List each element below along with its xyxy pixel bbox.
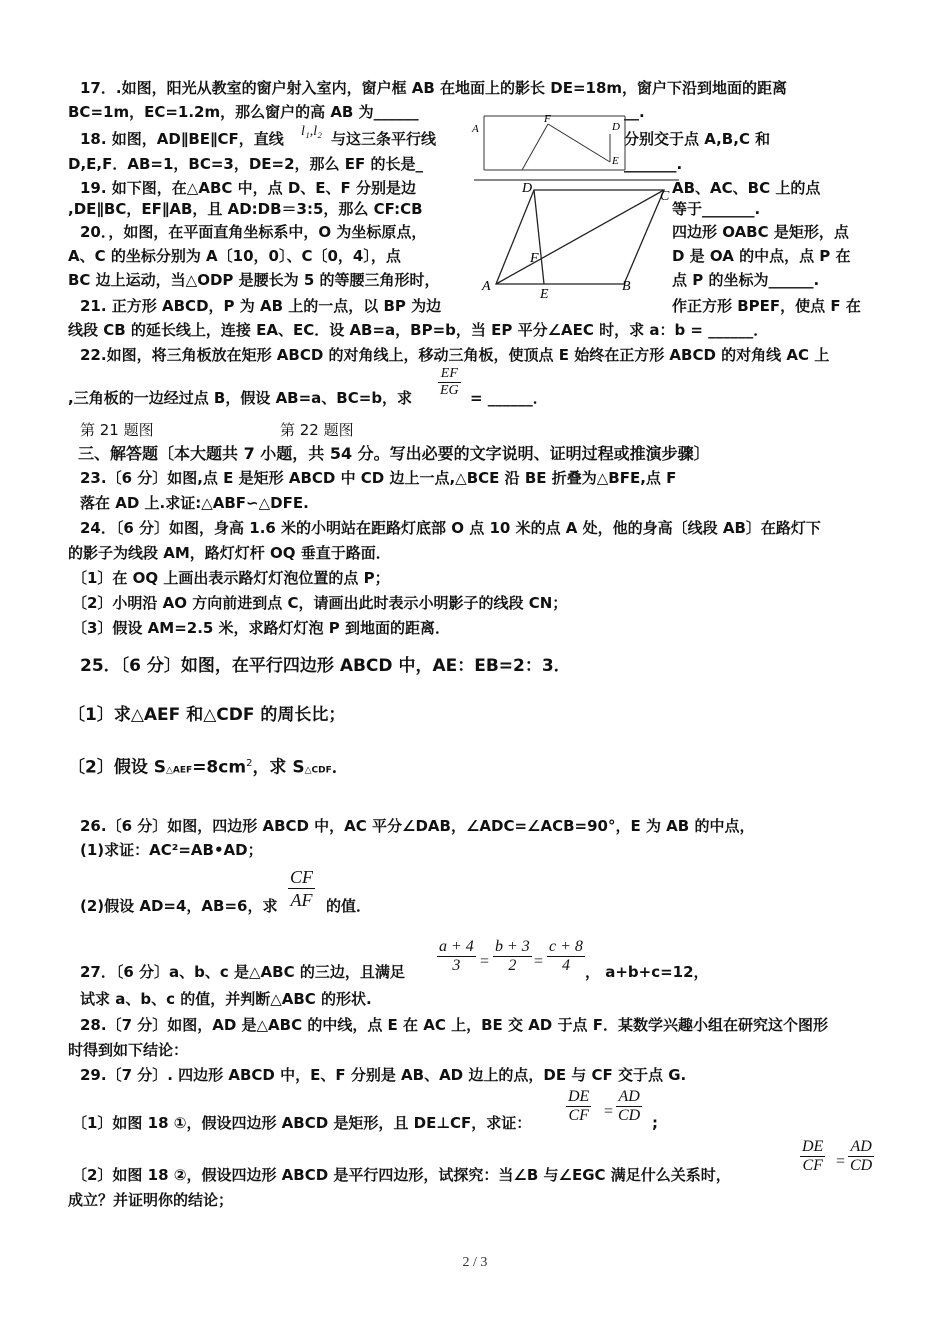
fraction-ad-cd [616, 1088, 642, 1125]
parallelogram-figure [474, 174, 684, 300]
q18-line1-end: 分别交于点 A,B,C 和 [624, 130, 771, 148]
fraction-cf: CF [290, 867, 314, 887]
q18-line2: D,E,F．AB=1，BC=3，DE=2，那么 EF 的长是_ [68, 155, 423, 173]
fraction-de-cf [566, 1088, 591, 1125]
q26-line2: (1)求证：AC²=AB•AD； [80, 841, 263, 859]
q24-part2: 〔2〕小明沿 AO 方向前进到点 C，请画出此时表示小明影子的线段 CN； [72, 594, 568, 612]
q25-part2-post: ，求 S [252, 757, 305, 778]
fraction-de: DE [568, 1088, 590, 1105]
q23-line2: 落在 AD 上.求证:△ABF∽△DFE. [80, 494, 309, 512]
q17-line2-end: __. [624, 103, 645, 121]
fraction-c8: c + 8 [549, 938, 583, 955]
fig2-label-f: F [530, 251, 539, 266]
q25-part2-mid: =8cm [192, 757, 247, 778]
fraction-cf-af [288, 866, 315, 911]
q23-line1: 23.〔6 分〕如图,点 E 是矩形 ABCD 中 CD 边上一点,△BCE 沿 BE 折叠为△BFE,点 F [80, 469, 677, 487]
fig1-label-e: E [612, 155, 619, 167]
fraction-a4: a + 4 [439, 938, 474, 955]
q29-part1-end: ; [652, 1114, 658, 1132]
fraction-a4-3 [437, 938, 476, 975]
fraction-b3: b + 3 [495, 938, 530, 955]
q25-part2-end: ． [331, 757, 349, 778]
q20-line2: A、C 的坐标分别为 A〔10，0〕、C〔0，4〕，点 [68, 247, 401, 265]
q19-line1-end: AB、AC、BC 上的点 [672, 179, 821, 197]
fraction-2: 2 [508, 957, 517, 974]
window-shadow-figure [470, 112, 630, 174]
fig1-label-a: A [472, 123, 479, 135]
q20-line2-end: D 是 OA 的中点，点 P 在 [672, 247, 851, 265]
fraction-c8-4 [547, 938, 585, 975]
fraction-ad-cd-2 [848, 1138, 874, 1175]
section3-heading: 三、解答题〔本大题共 7 小题，共 54 分。写出必要的文字说明、证明过程或推演步骤〕 [78, 444, 710, 463]
q25-part2-pre: 〔2〕假设 S [68, 757, 166, 778]
fraction-3: 3 [452, 957, 461, 974]
fig1-label-f: F [544, 113, 551, 125]
q20-line1: 20．，如图，在平面直角坐标系中，O 为坐标原点， [80, 223, 427, 241]
q25-sup: 2 [246, 758, 253, 769]
q29-part1: 〔1〕如图 18 ①，假设四边形 ABCD 是矩形，且 DE⊥CF，求证： [72, 1114, 532, 1132]
fig1-label-d: D [612, 121, 620, 133]
q27-line1-end: ， a+b+c=12， [585, 963, 709, 981]
q25-sub-aef: △AEF [166, 765, 193, 776]
caption-fig21: 第 21 题图 [80, 421, 154, 439]
q20-line3-end: 点 P 的坐标为______. [672, 271, 820, 289]
q18-line1: 18. 如图，AD∥BE∥CF，直线 [80, 130, 284, 148]
q25-part2 [68, 754, 349, 781]
fraction-de-2: DE [802, 1138, 824, 1155]
q24-line1: 24．〔6 分〕如图，身高 1.6 米的小明站在距路灯底部 O 点 10 米的点 A 处，他的身高〔线段 AB〕在路灯下 [80, 519, 821, 537]
q26-line3: (2)假设 AD=4，AB=6，求 [80, 897, 278, 915]
fraction-b3-2 [493, 938, 532, 975]
q18-line1-mid: 与这三条平行线 [331, 130, 437, 148]
q26-line3-end: 的值． [326, 897, 372, 915]
q26-line1: 26.〔6 分〕如图，四边形 ABCD 中，AC 平分∠DAB，∠ADC=∠ACB=90°，E 为 AB 的中点， [80, 817, 755, 835]
fraction-ad-2: AD [848, 1138, 874, 1157]
fig2-label-b: B [622, 279, 631, 294]
q19-line2: ,DE∥BC，EF∥AB，且 AD:DB＝3:5，那么 CF:CB [68, 200, 423, 218]
fraction-cf-2: CF [568, 1107, 589, 1124]
fraction-eg: EG [440, 383, 459, 398]
q29-part2-line2: 成立？并证明你的结论； [68, 1191, 234, 1209]
q25-sub-cdf: △CDF [304, 765, 332, 776]
q22-line2: ,三角板的一边经过点 B，假设 AB=a、BC=b，求 [68, 389, 413, 407]
q28-line2: 时得到如下结论： [68, 1041, 189, 1059]
page-number: 2 / 3 [462, 1255, 488, 1270]
q21-line1: 21. 正方形 ABCD，P 为 AB 上的一点，以 BP 为边 [80, 297, 442, 315]
q24-part3: 〔3〕假设 AM=2.5 米，求路灯灯泡 P 到地面的距离． [72, 619, 450, 637]
q24-part1: 〔1〕在 OQ 上画出表示路灯灯泡位置的点 P； [72, 569, 390, 587]
fraction-ad: AD [616, 1088, 642, 1107]
fraction-de-cf-2 [800, 1138, 825, 1175]
fraction-4: 4 [561, 957, 570, 974]
fig2-label-a: A [482, 279, 491, 294]
q19-line2-end: 等于_______. [672, 200, 761, 218]
fraction-cd: CD [618, 1107, 641, 1124]
q29-line1: 29.〔7 分〕. 四边形 ABCD 中，E、F 分别是 AB、AD 边上的点，DE 与 CF 交于点 G. [80, 1066, 687, 1084]
caption-fig22: 第 22 题图 [280, 421, 354, 439]
fraction-cf-3: CF [802, 1157, 823, 1174]
fraction-af: AF [290, 890, 313, 910]
equals-4: = [836, 1153, 846, 1170]
q25-part1: 〔1〕求△AEF 和△CDF 的周长比； [68, 705, 346, 725]
fraction-ef: EF [438, 366, 461, 383]
fig2-label-e: E [540, 287, 549, 300]
fig2-label-c: C [660, 189, 670, 204]
q25-line1: 25．〔6 分〕如图，在平行四边形 ABCD 中，AE：EB=2：3． [80, 656, 571, 676]
q17-line2: BC=1m，EC=1.2m，那么窗户的高 AB 为______ [68, 103, 419, 121]
q22-line1: 22.如图，将三角板放在矩形 ABCD 的对角线上，移动三角板，使顶点 E 始终在正方形 ABCD 的对角线 AC 上 [80, 346, 830, 364]
q29-part2: 〔2〕如图 18 ②，假设四边形 ABCD 是平行四边形，试探究：当∠B 与∠EGC 满足什么关系时， [72, 1166, 731, 1184]
fraction-ef-eg [438, 366, 461, 399]
q27-line1: 27．〔6 分〕a、b、c 是△ABC 的三边，且满足 [80, 963, 405, 981]
q18-l1l2: l₁,l₂ [301, 124, 323, 139]
q20-line3: BC 边上运动，当△ODP 是腰长为 5 的等腰三角形时， [68, 271, 440, 289]
q21-line2: 线段 CB 的延长线上，连接 EA、EC．设 AB=a，BP=b，当 EP 平分∠AEC 时，求 a：b = ______． [68, 321, 769, 339]
fig2-label-d: D [522, 181, 533, 196]
q24-line2: 的影子为线段 AM，路灯灯杆 OQ 垂直于路面． [68, 544, 391, 562]
q22-line2-end: = ______． [470, 389, 548, 407]
equals-1: = [480, 953, 490, 970]
q18-line2-end: _______. [624, 155, 683, 173]
q19-line1: 19. 如下图，在△ABC 中，点 D、E、F 分别是边 [80, 179, 416, 197]
equals-2: = [534, 953, 544, 970]
q20-line1-end: 四边形 OABC 是矩形，点 [672, 223, 849, 241]
fraction-cd-2: CD [850, 1157, 873, 1174]
q21-line1-end: 作正方形 BPEF，使点 F 在 [672, 297, 861, 315]
q28-line1: 28.〔7 分〕如图，AD 是△ABC 的中线，点 E 在 AC 上，BE 交 AD 于点 F．某数学兴趣小组在研究这个图形 [80, 1016, 828, 1034]
q17-line1: 17．.如图，阳光从教室的窗户射入室内，窗户框 AB 在地面上的影长 DE=18m，窗户下沿到地面的距离 [80, 79, 788, 97]
q27-line2: 试求 a、b、c 的值，并判断△ABC 的形状. [80, 990, 372, 1008]
equals-3: = [604, 1103, 614, 1120]
